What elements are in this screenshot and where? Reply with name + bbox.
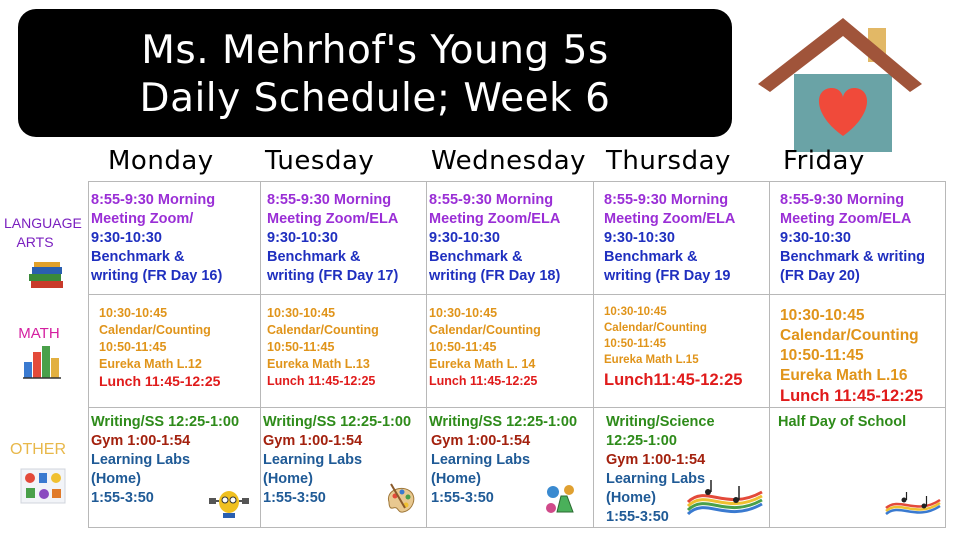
cartoon-character-icon xyxy=(207,488,251,520)
house-heart-icon xyxy=(752,14,922,154)
cell-other-tuesday xyxy=(261,408,427,528)
cell-text: Gym 1:00-1:54 xyxy=(263,433,363,449)
cell-text: Calendar/Counting xyxy=(604,322,707,334)
cell-text: Learning Labs xyxy=(606,471,706,487)
cell-text: writing (FR Day 19 xyxy=(604,268,731,284)
cell-text: Eureka Math L.16 xyxy=(780,367,908,384)
cell-text: 10:30-10:45 xyxy=(99,306,168,320)
cell-text: Eureka Math L.12 xyxy=(99,357,202,371)
cell-text: Learning Labs xyxy=(263,452,363,468)
cell-text: Meeting Zoom/ELA xyxy=(429,211,561,227)
cell-text: 1:55-3:50 xyxy=(91,490,154,506)
cell-text: Benchmark & writing xyxy=(780,249,926,265)
cell-text: Lunch 11:45-12:25 xyxy=(99,373,221,389)
cell-other-friday xyxy=(770,408,946,528)
cell-text: Lunch 11:45-12:25 xyxy=(429,374,538,388)
cell-text: 12:25-1:00 xyxy=(606,433,677,449)
cell-text: Calendar/Counting xyxy=(267,323,379,337)
title-line-2: Daily Schedule; Week 6 xyxy=(139,76,611,121)
cell-text: 8:55-9:30 Morning xyxy=(91,192,216,208)
cell-text: Writing/SS 12:25-1:00 xyxy=(429,414,578,430)
cell-language-arts-friday xyxy=(770,182,946,295)
cell-text: Learning Labs xyxy=(431,452,531,468)
cell-text: (Home) xyxy=(263,471,313,487)
cell-other-monday xyxy=(89,408,261,528)
day-wednesday: Wednesday xyxy=(431,146,587,176)
cell-language-arts-monday xyxy=(89,182,261,295)
cell-text: (FR Day 20) xyxy=(780,268,860,284)
cell-text: Benchmark & xyxy=(91,249,185,265)
cell-text: (Home) xyxy=(91,471,141,487)
cell-language-arts-wednesday xyxy=(427,182,594,295)
schedule-table xyxy=(88,181,946,528)
cell-text: writing (FR Day 17) xyxy=(267,268,399,284)
cell-math-friday xyxy=(770,295,946,408)
bar-chart-icon xyxy=(22,344,62,380)
row-math xyxy=(89,295,946,408)
cell-text: Calendar/Counting xyxy=(780,327,919,344)
cell-text: 10:50-11:45 xyxy=(604,338,667,350)
cell-text: Lunch 11:45-12:25 xyxy=(267,374,376,388)
day-thursday: Thursday xyxy=(606,146,731,176)
school-supplies-icon xyxy=(20,468,66,504)
cell-text: Meeting Zoom/ELA xyxy=(604,211,736,227)
cell-math-tuesday xyxy=(261,295,427,408)
cell-text: writing (FR Day 18) xyxy=(429,268,561,284)
cell-text: 8:55-9:30 Morning xyxy=(604,192,729,208)
cell-text: Meeting Zoom/ELA xyxy=(267,211,399,227)
cell-text: Writing/SS 12:25-1:00 xyxy=(91,414,240,430)
cell-language-arts-tuesday xyxy=(261,182,427,295)
cell-text: Benchmark & xyxy=(267,249,361,265)
cell-text: 1:55-3:50 xyxy=(263,490,326,506)
cell-language-arts-thursday xyxy=(594,182,770,295)
cell-text: (Home) xyxy=(606,490,656,506)
cell-text: Gym 1:00-1:54 xyxy=(606,452,706,468)
cell-text: Meeting Zoom/ xyxy=(91,211,194,227)
paint-palette-icon xyxy=(385,482,417,518)
cell-text: 8:55-9:30 Morning xyxy=(267,192,392,208)
cell-text: 9:30-10:30 xyxy=(267,230,338,246)
cell-text: Learning Labs xyxy=(91,452,191,468)
title-banner xyxy=(18,9,732,137)
cell-text: 1:55-3:50 xyxy=(606,509,669,525)
cell-text: 10:50-11:45 xyxy=(99,340,167,354)
cell-text: Gym 1:00-1:54 xyxy=(91,433,191,449)
cell-text: Eureka Math L.13 xyxy=(267,357,370,371)
day-tuesday: Tuesday xyxy=(265,146,375,176)
row-language-arts xyxy=(89,182,946,295)
science-icon xyxy=(543,482,579,518)
title-line-1: Ms. Mehrhof's Young 5s xyxy=(141,28,609,73)
cell-other-wednesday xyxy=(427,408,594,528)
cell-text: 10:50-11:45 xyxy=(780,347,864,364)
cell-text: Calendar/Counting xyxy=(99,323,211,337)
cell-text: 10:30-10:45 xyxy=(780,307,865,324)
cell-text: 8:55-9:30 Morning xyxy=(429,192,554,208)
cell-text: Gym 1:00-1:54 xyxy=(431,433,531,449)
cell-text: Benchmark & xyxy=(429,249,523,265)
cell-text: 8:55-9:30 Morning xyxy=(780,192,905,208)
cell-text: 10:50-11:45 xyxy=(429,340,497,354)
cell-text: 10:30-10:45 xyxy=(604,306,667,318)
cell-text: 10:30-10:45 xyxy=(267,306,336,320)
cell-text: Lunch 11:45-12:25 xyxy=(780,387,924,405)
cell-text: Lunch11:45-12:25 xyxy=(604,371,743,389)
cell-text: Writing/Science xyxy=(606,414,715,430)
cell-text: 9:30-10:30 xyxy=(780,230,851,246)
cell-math-wednesday xyxy=(427,295,594,408)
cell-math-monday xyxy=(89,295,261,408)
cell-text: Half Day of School xyxy=(778,414,907,430)
label-language-arts: LANGUAGE ARTS xyxy=(4,215,82,250)
music-notes-icon xyxy=(686,478,764,518)
cell-text: Benchmark & xyxy=(604,249,698,265)
cell-math-thursday xyxy=(594,295,770,408)
cell-text: (Home) xyxy=(431,471,481,487)
label-other: OTHER xyxy=(10,441,66,458)
cell-text: 9:30-10:30 xyxy=(91,230,162,246)
cell-text: 9:30-10:30 xyxy=(604,230,675,246)
cell-other-thursday xyxy=(594,408,770,528)
cell-text: 10:50-11:45 xyxy=(267,340,335,354)
cell-text: 1:55-3:50 xyxy=(431,490,494,506)
row-other xyxy=(89,408,946,528)
cell-text: Eureka Math L.15 xyxy=(604,354,699,366)
cell-text: Meeting Zoom/ELA xyxy=(780,211,912,227)
day-friday: Friday xyxy=(783,146,865,176)
cell-text: writing (FR Day 16) xyxy=(91,268,223,284)
cell-text: Calendar/Counting xyxy=(429,323,541,337)
cell-text: 10:30-10:45 xyxy=(429,306,498,320)
label-math: MATH xyxy=(18,325,60,342)
books-icon xyxy=(28,262,66,290)
cell-text: Writing/SS 12:25-1:00 xyxy=(263,414,412,430)
cell-text: Eureka Math L. 14 xyxy=(429,357,536,371)
day-monday: Monday xyxy=(108,146,214,176)
music-notes-icon xyxy=(884,492,942,518)
cell-text: 9:30-10:30 xyxy=(429,230,500,246)
